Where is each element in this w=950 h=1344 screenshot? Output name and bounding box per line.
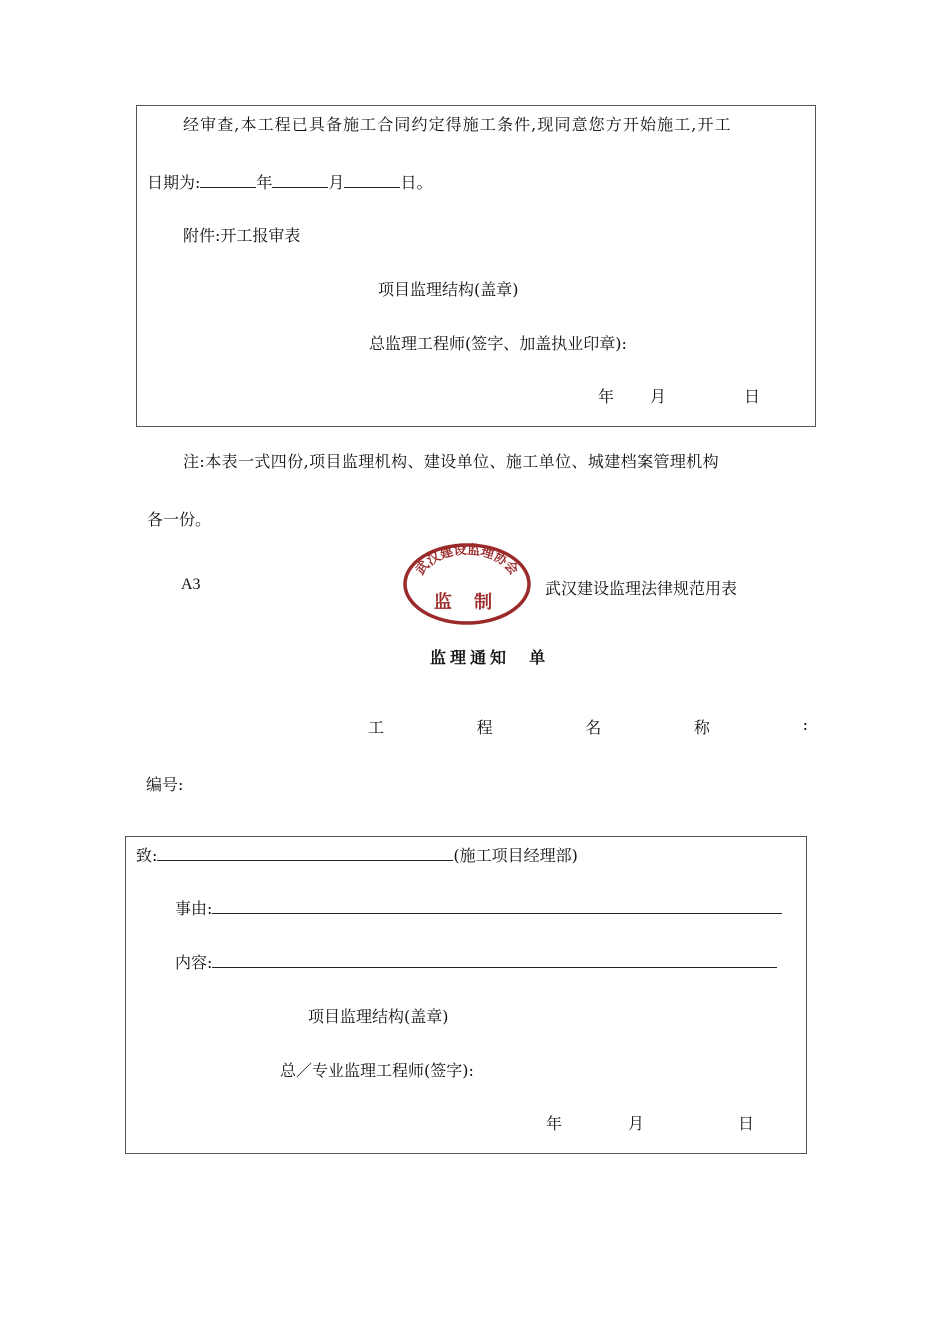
sign-month: 月 bbox=[650, 387, 667, 406]
serial-number-label: 编号: bbox=[146, 775, 184, 794]
project-name-label bbox=[368, 715, 808, 738]
org-seal-label: 项目监理结构(盖章) bbox=[378, 280, 519, 299]
content-label: 内容: bbox=[175, 953, 213, 972]
content-field[interactable] bbox=[212, 951, 777, 968]
project-name-char: 程 bbox=[476, 718, 493, 737]
day-blank[interactable] bbox=[344, 171, 400, 188]
to-line bbox=[136, 843, 578, 866]
notice-sign-date bbox=[546, 1111, 754, 1134]
approval-text-line1: 经审查,本工程已具备施工合同约定得施工条件,现同意您方开始施工,开工 bbox=[183, 115, 732, 134]
form-series-label: 武汉建设监理法律规范用表 bbox=[545, 579, 738, 598]
project-name-char: 工 bbox=[368, 718, 385, 737]
year-label: 年 bbox=[256, 173, 273, 192]
attachment-text: 附件:开工报审表 bbox=[183, 226, 301, 245]
sign-year: 年 bbox=[598, 387, 615, 406]
recipient-field[interactable] bbox=[157, 844, 453, 861]
content-line bbox=[175, 950, 777, 973]
upper-sign-date bbox=[598, 384, 760, 407]
reason-field[interactable] bbox=[212, 897, 782, 914]
notice-engineer-label: 总／专业监理工程师(签字): bbox=[280, 1061, 474, 1080]
form-code: A3 bbox=[181, 576, 201, 593]
project-name-char: 称 bbox=[693, 718, 710, 737]
to-suffix: (施工项目经理部) bbox=[453, 846, 578, 865]
seal-center-text: 监 制 bbox=[433, 592, 501, 613]
project-name-char: : bbox=[802, 715, 808, 734]
date-prefix: 日期为: bbox=[147, 173, 201, 192]
month-blank[interactable] bbox=[272, 171, 328, 188]
reason-line bbox=[175, 896, 782, 919]
notice-sign-day: 日 bbox=[738, 1114, 755, 1133]
note-line1: 注:本表一式四份,项目监理机构、建设单位、施工单位、城建档案管理机构 bbox=[183, 452, 720, 471]
upper-form-box bbox=[136, 105, 816, 427]
start-date-line bbox=[147, 170, 432, 193]
project-name-char: 名 bbox=[585, 718, 602, 737]
to-label: 致: bbox=[136, 846, 158, 865]
sign-day: 日 bbox=[744, 387, 761, 406]
month-label: 月 bbox=[328, 173, 345, 192]
reason-label: 事由: bbox=[175, 899, 213, 918]
year-blank[interactable] bbox=[200, 171, 256, 188]
chief-engineer-label: 总监理工程师(签字、加盖执业印章): bbox=[369, 334, 627, 353]
note-line2: 各一份。 bbox=[147, 510, 212, 529]
notice-sign-year: 年 bbox=[546, 1114, 563, 1133]
notice-title: 监理通知 单 bbox=[430, 648, 550, 667]
seal-ring-text: 武汉建设监理协会 bbox=[413, 542, 521, 579]
day-label: 日。 bbox=[400, 173, 433, 192]
notice-form-box bbox=[125, 836, 807, 1154]
association-seal-icon bbox=[401, 542, 533, 626]
notice-sign-month: 月 bbox=[628, 1114, 645, 1133]
notice-org-seal-label: 项目监理结构(盖章) bbox=[308, 1007, 449, 1026]
